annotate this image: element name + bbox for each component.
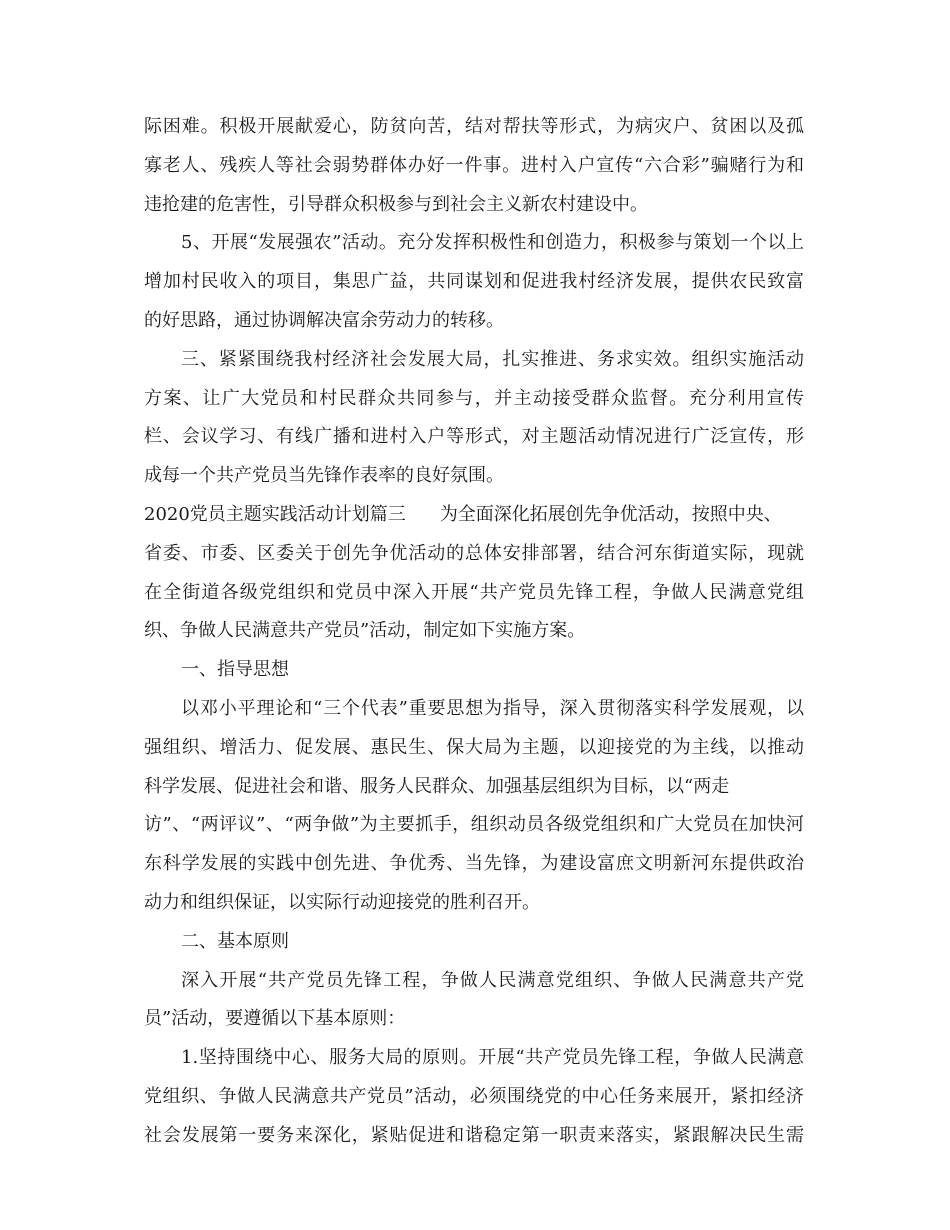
paragraph-line: 深入开展“共产党员先锋工程，争做人民满意党组织、争做人民满意共产党 <box>181 969 804 991</box>
paragraph-line: 在全街道各级党组织和党员中深入开展“共产党员先锋工程，争做人民满意党组 <box>144 581 804 603</box>
section-title: 2020党员主题实践活动计划篇三 <box>144 503 406 525</box>
paragraph-line: 的好思路，通过协调解决富余劳动力的转移。 <box>144 309 504 331</box>
paragraph-line: 动力和组织保证，以实际行动迎接党的胜利召开。 <box>144 891 540 913</box>
heading-basic-principles: 二、基本原则 <box>181 930 289 952</box>
paragraph-line: 方案、让广大党员和村民群众共同参与，并主动接受群众监督。充分利用宣传 <box>144 387 804 409</box>
paragraph-line: 际困难。积极开展献爱心，防贫向苦，结对帮扶等形式，为病灾户、贫困以及孤 <box>144 116 804 137</box>
paragraph-line: 栏、会议学习、有线广播和进村入户等形式，对主题活动情况进行广泛宣传，形 <box>144 426 804 448</box>
section-intro-text: 为全面深化拓展创先争优活动，按照中央、 <box>439 503 782 525</box>
paragraph-line: 以邓小平理论和“三个代表”重要思想为指导，深入贯彻落实科学发展观，以 <box>181 697 804 719</box>
paragraph-line: 增加村民收入的项目，集思广益，共同谋划和促进我村经济发展，提供农民致富 <box>144 271 804 293</box>
paragraph-line: 东科学发展的实践中创先进、争优秀、当先锋，为建设富庶文明新河东提供政治 <box>144 853 804 875</box>
paragraph-line: 违抢建的危害性，引导群众积极参与到社会主义新农村建设中。 <box>144 193 648 215</box>
paragraph-line: 社会发展第一要务来深化，紧贴促进和谐稳定第一职责来落实，紧跟解决民生需 <box>144 1124 804 1146</box>
paragraph-line: 强组织、增活力、促发展、惠民生、保大局为主题，以迎接党的为主线，以推动 <box>144 736 804 758</box>
paragraph-line: 访”、“两评议”、“两争做”为主要抓手，组织动员各级党组织和广大党员在加快河 <box>144 814 804 836</box>
paragraph-line: 织、争做人民满意共产党员”活动，制定如下实施方案。 <box>144 620 586 642</box>
paragraph-line: 科学发展、促进社会和谐、服务人民群众、加强基层组织为目标，以“两走 <box>144 775 730 797</box>
section-heading-line <box>144 496 804 535</box>
paragraph-line: 1.坚持围绕中心、服务大局的原则。开展“共产党员先锋工程，争做人民满意 <box>181 1047 804 1069</box>
paragraph-line: 党组织、争做人民满意共产党员”活动，必须围绕党的中心任务来展开，紧扣经济 <box>144 1085 804 1107</box>
paragraph-line: 三、紧紧围绕我村经济社会发展大局，扎实推进、务求实效。组织实施活动 <box>181 348 804 370</box>
paragraph-line: 5、开展“发展强农”活动。充分发挥积极性和创造力，积极参与策划一个以上 <box>181 232 804 254</box>
heading-guiding-ideology: 一、指导思想 <box>181 659 289 681</box>
paragraph-line: 寡老人、残疾人等社会弱势群体办好一件事。进村入户宣传“六合彩”骗赌行为和 <box>144 154 804 176</box>
paragraph-line: 省委、市委、区委关于创先争优活动的总体安排部署，结合河东街道实际，现就 <box>144 542 804 564</box>
paragraph-line: 员”活动，要遵循以下基本原则： <box>144 1008 406 1030</box>
document-body <box>144 108 804 1156</box>
paragraph-line: 成每一个共产党员当先锋作表率的良好氛围。 <box>144 465 504 487</box>
